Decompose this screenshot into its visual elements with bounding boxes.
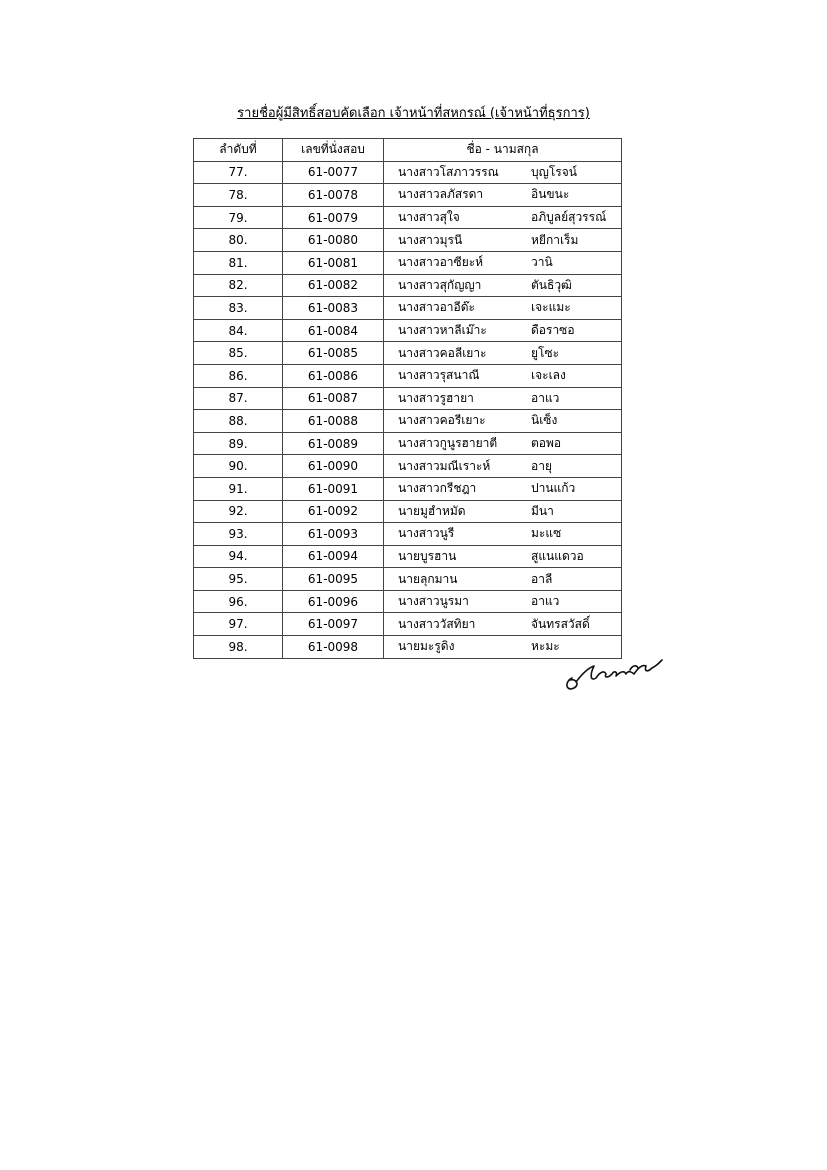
- row-first-name: นางสาวหาลีเม๊าะ: [398, 323, 487, 338]
- row-first-name: นางสาวกูนูรฮายาตี: [398, 436, 498, 451]
- row-seq: 84.: [194, 319, 283, 342]
- row-first-name: นางสาวโสภาวรรณ: [398, 164, 499, 179]
- row-exam-no: 61-0085: [283, 342, 384, 365]
- row-full-name: [384, 161, 622, 184]
- row-first-name: นายมะรูดิง: [398, 639, 455, 654]
- row-last-name: มะแซ: [531, 526, 562, 541]
- row-full-name: [384, 274, 622, 297]
- row-exam-no: 61-0098: [283, 636, 384, 659]
- row-last-name: ดือราซอ: [531, 323, 575, 338]
- row-last-name: ยูโซะ: [531, 345, 560, 360]
- row-first-name: นางสาวคอรีเยาะ: [398, 413, 486, 428]
- row-seq: 91.: [194, 477, 283, 500]
- row-full-name: [384, 297, 622, 320]
- row-seq: 90.: [194, 455, 283, 478]
- row-first-name: นางสาววัสทิยา: [398, 616, 476, 631]
- row-seq: 77.: [194, 161, 283, 184]
- table-row: [194, 184, 622, 207]
- row-first-name: นางสาวอาซียะห์: [398, 255, 484, 270]
- row-last-name: เจะเลง: [531, 368, 566, 383]
- table-row: [194, 636, 622, 659]
- row-last-name: มีนา: [531, 503, 554, 518]
- row-seq: 86.: [194, 364, 283, 387]
- row-seq: 81.: [194, 251, 283, 274]
- row-seq: 95.: [194, 568, 283, 591]
- row-full-name: [384, 568, 622, 591]
- table-row: [194, 590, 622, 613]
- row-full-name: [384, 184, 622, 207]
- table-row: [194, 410, 622, 433]
- row-last-name: ตอพอ: [531, 436, 562, 451]
- table-row: [194, 274, 622, 297]
- row-full-name: [384, 432, 622, 455]
- table-row: [194, 297, 622, 320]
- row-seq: 78.: [194, 184, 283, 207]
- row-last-name: สูแนแดวอ: [531, 548, 584, 563]
- page-title: รายชื่อผู้มีสิทธิ์สอบคัดเลือก เจ้าหน้าที่สหกรณ์ (เจ้าหน้าที่ธุรการ): [237, 106, 590, 121]
- row-last-name: นิเซ็ง: [531, 413, 558, 428]
- table-body: [194, 161, 622, 658]
- table-row: [194, 500, 622, 523]
- row-first-name: นางสาวสุใจ: [398, 210, 460, 225]
- row-full-name: [384, 229, 622, 252]
- table-row: [194, 545, 622, 568]
- row-full-name: [384, 545, 622, 568]
- row-exam-no: 61-0095: [283, 568, 384, 591]
- row-exam-no: 61-0096: [283, 590, 384, 613]
- row-exam-no: 61-0082: [283, 274, 384, 297]
- row-last-name: วานิ: [531, 255, 553, 270]
- row-exam-no: 61-0081: [283, 251, 384, 274]
- table-row: [194, 613, 622, 636]
- header-name: ชื่อ - นามสกุล: [384, 139, 622, 162]
- row-seq: 92.: [194, 500, 283, 523]
- row-full-name: [384, 387, 622, 410]
- row-exam-no: 61-0091: [283, 477, 384, 500]
- row-last-name: จันทรสวัสดิ์: [531, 616, 590, 631]
- row-full-name: [384, 455, 622, 478]
- row-full-name: [384, 319, 622, 342]
- table-row: [194, 251, 622, 274]
- table-row: [194, 568, 622, 591]
- table-row: [194, 455, 622, 478]
- row-full-name: [384, 251, 622, 274]
- row-first-name: นางสาวสุกัญญา: [398, 277, 482, 292]
- table-row: [194, 523, 622, 546]
- row-first-name: นางสาวมุรนี: [398, 232, 463, 247]
- row-seq: 82.: [194, 274, 283, 297]
- row-last-name: อายุ: [531, 458, 552, 473]
- row-last-name: อาแว: [531, 390, 560, 405]
- row-full-name: [384, 613, 622, 636]
- row-first-name: นางสาวคอลีเยาะ: [398, 345, 487, 360]
- table-row: [194, 432, 622, 455]
- row-seq: 94.: [194, 545, 283, 568]
- row-last-name: เจะแมะ: [531, 300, 571, 315]
- row-seq: 98.: [194, 636, 283, 659]
- row-full-name: [384, 500, 622, 523]
- row-last-name: หยีกาเร็ม: [531, 232, 579, 247]
- row-first-name: นางสาวรุสนาณี: [398, 368, 480, 383]
- row-last-name: อาแว: [531, 594, 560, 609]
- row-first-name: นายบูรฮาน: [398, 548, 457, 563]
- row-full-name: [384, 410, 622, 433]
- row-exam-no: 61-0084: [283, 319, 384, 342]
- row-first-name: นางสาวลภัสรดา: [398, 187, 484, 202]
- row-seq: 85.: [194, 342, 283, 365]
- row-exam-no: 61-0090: [283, 455, 384, 478]
- row-exam-no: 61-0092: [283, 500, 384, 523]
- row-full-name: [384, 364, 622, 387]
- row-seq: 88.: [194, 410, 283, 433]
- row-first-name: นายมูฮำหมัด: [398, 503, 466, 518]
- row-full-name: [384, 523, 622, 546]
- candidate-table: [193, 138, 622, 659]
- row-full-name: [384, 590, 622, 613]
- row-exam-no: 61-0087: [283, 387, 384, 410]
- table-row: [194, 364, 622, 387]
- row-last-name: อภิบูลย์สุวรรณ์: [531, 210, 607, 225]
- row-exam-no: 61-0088: [283, 410, 384, 433]
- table-row: [194, 319, 622, 342]
- row-seq: 96.: [194, 590, 283, 613]
- row-last-name: ปานแก้ว: [531, 481, 576, 496]
- row-seq: 87.: [194, 387, 283, 410]
- row-exam-no: 61-0079: [283, 206, 384, 229]
- row-seq: 97.: [194, 613, 283, 636]
- row-first-name: นางสาวอาอีด๊ะ: [398, 300, 475, 315]
- table-row: [194, 229, 622, 252]
- row-first-name: นางสาวนูรี: [398, 526, 455, 541]
- table-row: [194, 206, 622, 229]
- row-seq: 80.: [194, 229, 283, 252]
- row-first-name: นายลุกมาน: [398, 571, 458, 586]
- row-exam-no: 61-0078: [283, 184, 384, 207]
- signature-image: [560, 648, 672, 694]
- table-row: [194, 161, 622, 184]
- row-seq: 93.: [194, 523, 283, 546]
- row-first-name: นางสาวรูฮายา: [398, 390, 474, 405]
- row-seq: 79.: [194, 206, 283, 229]
- table-row: [194, 387, 622, 410]
- row-last-name: ตันธิวุฒิ: [531, 277, 572, 292]
- row-exam-no: 61-0097: [283, 613, 384, 636]
- row-full-name: [384, 206, 622, 229]
- table-header-row: [194, 139, 622, 162]
- table-row: [194, 477, 622, 500]
- row-exam-no: 61-0080: [283, 229, 384, 252]
- row-last-name: อินขนะ: [531, 187, 570, 202]
- row-exam-no: 61-0086: [283, 364, 384, 387]
- row-exam-no: 61-0089: [283, 432, 384, 455]
- row-first-name: นางสาวมณีเราะห์: [398, 458, 491, 473]
- header-seq: ลำดับที่: [194, 139, 283, 162]
- row-exam-no: 61-0083: [283, 297, 384, 320]
- row-full-name: [384, 342, 622, 365]
- row-first-name: นางสาวกรีชฎา: [398, 481, 477, 496]
- row-last-name: บุญโรจน์: [531, 164, 577, 179]
- row-seq: 83.: [194, 297, 283, 320]
- row-last-name: หะมะ: [531, 639, 560, 654]
- row-full-name: [384, 477, 622, 500]
- row-exam-no: 61-0077: [283, 161, 384, 184]
- table-row: [194, 342, 622, 365]
- row-first-name: นางสาวนูรมา: [398, 594, 469, 609]
- header-exam-no: เลขที่นั่งสอบ: [283, 139, 384, 162]
- row-last-name: อาลี: [531, 571, 553, 586]
- row-exam-no: 61-0093: [283, 523, 384, 546]
- row-exam-no: 61-0094: [283, 545, 384, 568]
- row-seq: 89.: [194, 432, 283, 455]
